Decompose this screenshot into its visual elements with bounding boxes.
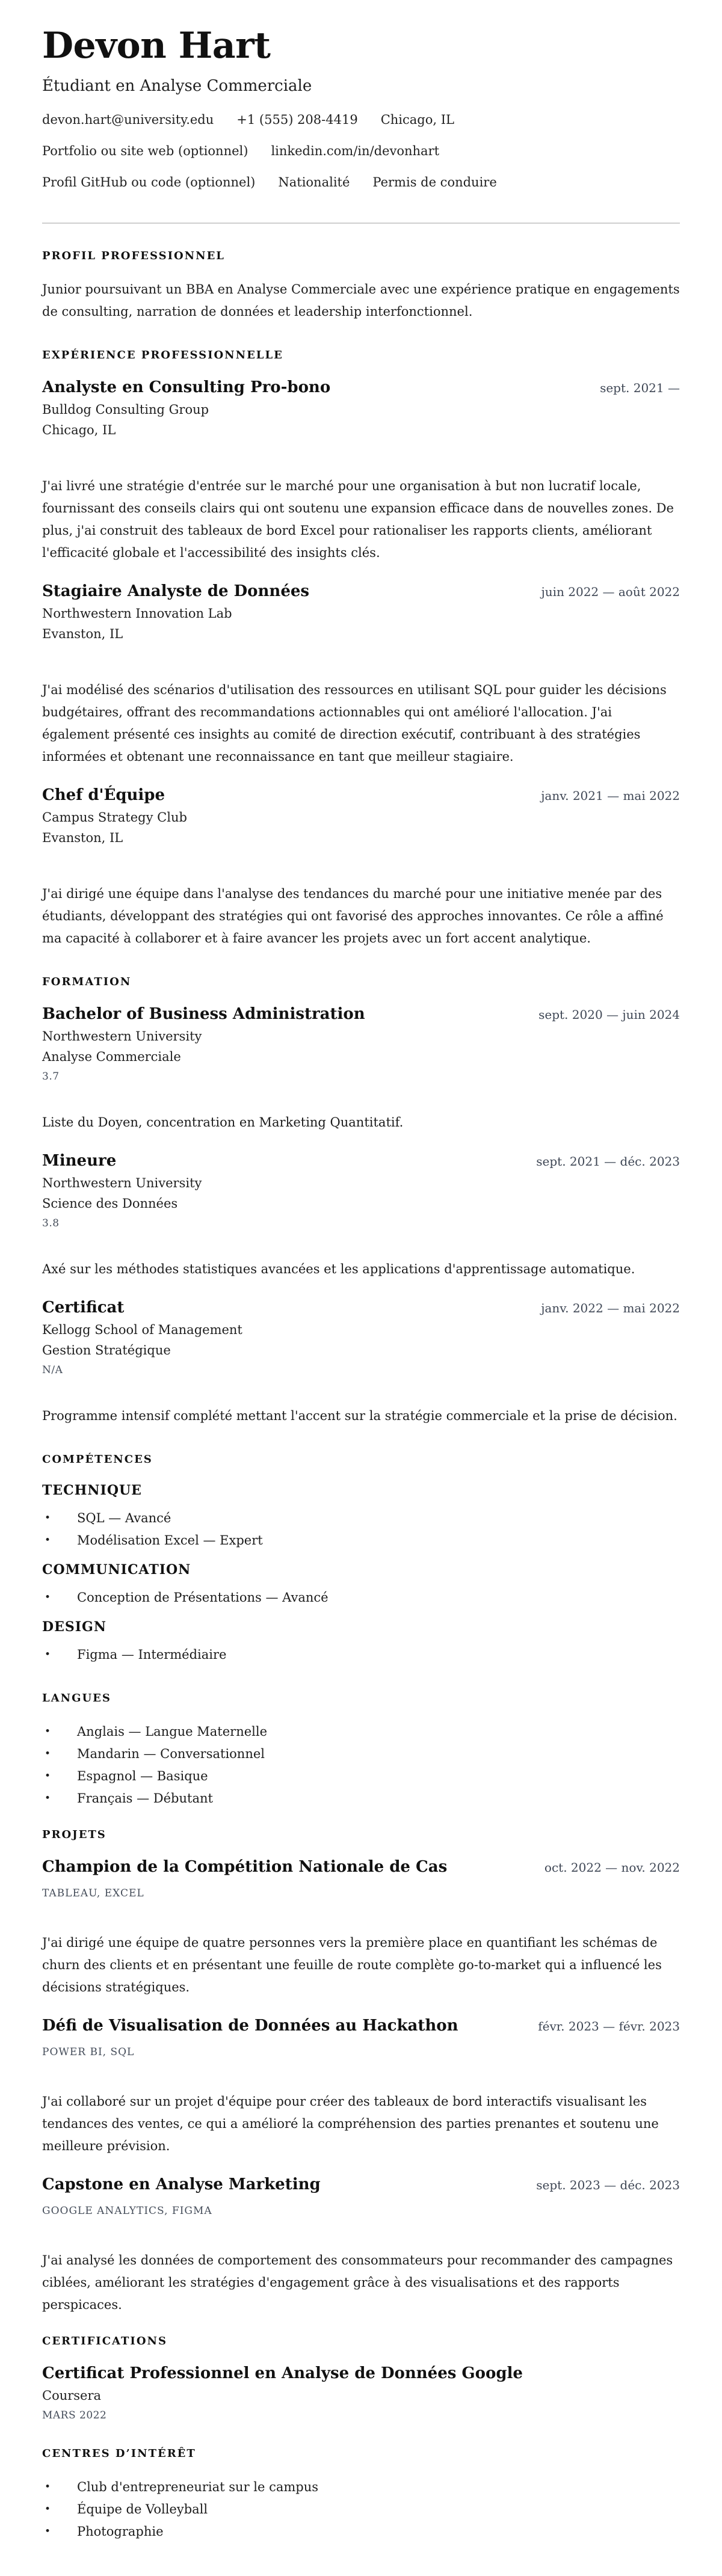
degree-date: sept. 2021 — déc. 2023 (536, 1154, 680, 1169)
job-description: J'ai modélisé des scénarios d'utilisation des ressources en utilisant SQL pour guider les décisions budgétaires, offrant des recommandations actionnables qui ont amélioré l'allocation. J'ai également présenté ces insights au comité de direction exécutif, contribuant à des stratégies informées et obtenant une reconnaissance en tant que meilleur stagiaire. (42, 683, 667, 764)
section-profile (42, 249, 680, 323)
experience-entry-head (42, 582, 680, 601)
section-certifications (42, 2334, 680, 2423)
skill-group-communication (42, 1561, 680, 1609)
section-experience (42, 348, 680, 950)
school-name: Northwestern University (42, 1029, 202, 1044)
contact-row-2 (42, 143, 680, 159)
skill-group-label: DESIGN (42, 1619, 106, 1635)
project-entry-head (42, 2175, 680, 2194)
section-languages (42, 1691, 680, 1810)
education-note: Axé sur les méthodes statistiques avancées et les applications d'apprentissage automatique. (42, 1262, 635, 1276)
contact-github: Profil GitHub ou code (optionnel) (42, 175, 256, 189)
gpa-value: 3.8 (42, 1217, 60, 1229)
contact-nationality: Nationalité (278, 175, 350, 189)
contact-linkedin: linkedin.com/in/devonhart (271, 144, 440, 158)
job-company: Campus Strategy Club (42, 810, 187, 825)
skill-group-technique (42, 1482, 680, 1552)
skill-item: • Conception de Présentations — Avancé (42, 1587, 680, 1609)
job-title: Stagiaire Analyste de Données (42, 582, 310, 600)
job-date: janv. 2021 — mai 2022 (541, 788, 680, 803)
candidate-title: Étudiant en Analyse Commerciale (42, 77, 312, 95)
education-note: Programme intensif complété mettant l'accent sur la stratégie commerciale et la prise de décision. (42, 1409, 677, 1423)
contact-portfolio: Portfolio ou site web (optionnel) (42, 144, 248, 158)
section-heading-education: FORMATION (42, 976, 132, 988)
job-description: J'ai dirigé une équipe dans l'analyse des tendances du marché pour une initiative menée par des étudiants, développant des stratégies qui ont favorisé des approches innovantes. Ce rôle a affiné ma capacité à collaborer et à faire avancer les projets avec un fort accent analytique. (42, 887, 664, 945)
contact-location: Chicago, IL (380, 112, 454, 127)
skill-item: • Modélisation Excel — Expert (42, 1529, 680, 1552)
job-location: Evanston, IL (42, 831, 123, 845)
header-divider (42, 223, 680, 224)
education-entry (42, 1298, 680, 1427)
language-item: • Espagnol — Basique (42, 1765, 680, 1788)
language-item: • Français — Débutant (42, 1788, 680, 1810)
project-description: J'ai collaboré sur un projet d'équipe pour créer des tableaux de bord interactifs visualisant les tendances des ventes, ce qui a amélioré la compréhension des parties prenantes et soutenu une meilleure prévision. (42, 2094, 659, 2153)
project-title: Champion de la Compétition Nationale de Cas (42, 1858, 448, 1876)
certification-date: MARS 2022 (42, 2409, 107, 2421)
school-name: Northwestern University (42, 1176, 202, 1190)
gpa-value: 3.7 (42, 1071, 60, 1083)
field-of-study: Gestion Stratégique (42, 1343, 171, 1357)
section-skills (42, 1452, 680, 1666)
experience-entry (42, 582, 680, 768)
project-tools: GOOGLE ANALYTICS, FIGMA (42, 2205, 212, 2217)
section-heading-skills: COMPÉTENCES (42, 1453, 153, 1466)
school-name: Kellogg School of Management (42, 1323, 242, 1337)
profile-summary: Junior poursuivant un BBA en Analyse Commerciale avec une expérience pratique en engagements de consulting, narration de données et leadership interfonctionnel. (42, 282, 680, 319)
interest-list (42, 2476, 680, 2543)
degree-title: Certificat (42, 1299, 125, 1317)
skill-list (42, 1587, 680, 1609)
section-heading-certifications: CERTIFICATIONS (42, 2335, 167, 2347)
project-tools: TABLEAU, EXCEL (42, 1887, 144, 1899)
project-date: févr. 2023 — févr. 2023 (538, 2019, 680, 2033)
degree-title: Mineure (42, 1152, 117, 1170)
field-of-study: Analyse Commerciale (42, 1050, 181, 1064)
project-date: oct. 2022 — nov. 2022 (544, 1860, 680, 1875)
contact-phone: +1 (555) 208-4419 (236, 112, 358, 127)
language-list (42, 1721, 680, 1810)
experience-entry-head (42, 378, 680, 397)
interest-item: • Équipe de Volleyball (42, 2498, 680, 2521)
section-interests (42, 2447, 680, 2543)
contact-driving-license: Permis de conduire (372, 175, 497, 189)
degree-date: sept. 2020 — juin 2024 (538, 1007, 680, 1022)
education-entry-head (42, 1151, 680, 1170)
job-description: J'ai livré une stratégie d'entrée sur le marché pour une organisation à but non lucratif locale, fournissant des conseils clairs qui ont soutenu une expansion efficace dans de nouvelles zones. De plus, j'ai construit des tableaux de bord Excel pour rationaliser les rapports clients, améliorant l'efficacité globale et l'accessibilité des insights clés. (42, 479, 674, 560)
interest-item: • Photographie (42, 2521, 680, 2543)
certification-issuer: Coursera (42, 2388, 102, 2403)
skill-group-label: TECHNIQUE (42, 1483, 142, 1498)
project-entry-head (42, 1857, 680, 1877)
project-entry (42, 2175, 680, 2316)
job-company: Bulldog Consulting Group (42, 402, 209, 417)
education-entry (42, 1151, 680, 1280)
education-entry-head (42, 1004, 680, 1024)
skill-group-design (42, 1618, 680, 1666)
resume-header (42, 26, 680, 224)
section-heading-experience: EXPÉRIENCE PROFESSIONNELLE (42, 349, 283, 361)
interest-item: • Club d'entrepreneuriat sur le campus (42, 2476, 680, 2498)
language-item: • Anglais — Langue Maternelle (42, 1721, 680, 1743)
job-title: Chef d'Équipe (42, 786, 165, 804)
education-note: Liste du Doyen, concentration en Marketing Quantitatif. (42, 1115, 404, 1130)
certification-title: Certificat Professionnel en Analyse de Données Google (42, 2364, 523, 2382)
job-location: Evanston, IL (42, 627, 123, 641)
experience-entry (42, 785, 680, 950)
gpa-value: N/A (42, 1364, 63, 1376)
job-title: Analyste en Consulting Pro-bono (42, 378, 331, 396)
contact-row-1 (42, 112, 680, 128)
project-entry (42, 1857, 680, 1999)
experience-entry (42, 378, 680, 564)
skill-list (42, 1507, 680, 1552)
project-title: Défi de Visualisation de Données au Hackathon (42, 2017, 458, 2035)
field-of-study: Science des Données (42, 1196, 178, 1211)
project-date: sept. 2023 — déc. 2023 (536, 2178, 680, 2192)
candidate-name: Devon Hart (42, 25, 271, 67)
section-heading-projects: PROJETS (42, 1828, 106, 1841)
job-company: Northwestern Innovation Lab (42, 606, 232, 621)
project-description: J'ai dirigé une équipe de quatre personnes vers la première place en quantifiant les schémas de churn des clients et en présentant une feuille de route complète go-to-market qui a influencé les décisions stratégiques. (42, 1935, 662, 1994)
language-item: • Mandarin — Conversationnel (42, 1743, 680, 1765)
section-education (42, 975, 680, 1427)
experience-entry-head (42, 785, 680, 805)
section-heading-profile: PROFIL PROFESSIONNEL (42, 250, 225, 262)
project-tools: POWER BI, SQL (42, 2046, 135, 2058)
skill-group-label: COMMUNICATION (42, 1562, 191, 1578)
contact-email: devon.hart@university.edu (42, 112, 214, 127)
project-title: Capstone en Analyse Marketing (42, 2175, 321, 2193)
degree-title: Bachelor of Business Administration (42, 1005, 365, 1023)
skill-item: • SQL — Avancé (42, 1507, 680, 1529)
job-location: Chicago, IL (42, 423, 116, 437)
project-entry-head (42, 2016, 680, 2035)
skill-item: • Figma — Intermédiaire (42, 1644, 680, 1666)
project-description: J'ai analysé les données de comportement des consommateurs pour recommander des campagnes ciblées, améliorant les stratégies d'engagement grâce à des visualisations et des rapports perspicaces. (42, 2253, 673, 2312)
contact-row-3 (42, 174, 680, 190)
job-date: sept. 2021 — (600, 381, 680, 395)
degree-date: janv. 2022 — mai 2022 (541, 1301, 680, 1315)
section-heading-languages: LANGUES (42, 1692, 111, 1705)
education-entry (42, 1004, 680, 1134)
job-date: juin 2022 — août 2022 (541, 585, 680, 599)
section-projects (42, 1828, 680, 2316)
education-entry-head (42, 1298, 680, 1317)
skill-list (42, 1644, 680, 1666)
project-entry (42, 2016, 680, 2157)
section-heading-interests: CENTRES D’INTÉRÊT (42, 2447, 196, 2460)
certification-entry (42, 2364, 680, 2423)
